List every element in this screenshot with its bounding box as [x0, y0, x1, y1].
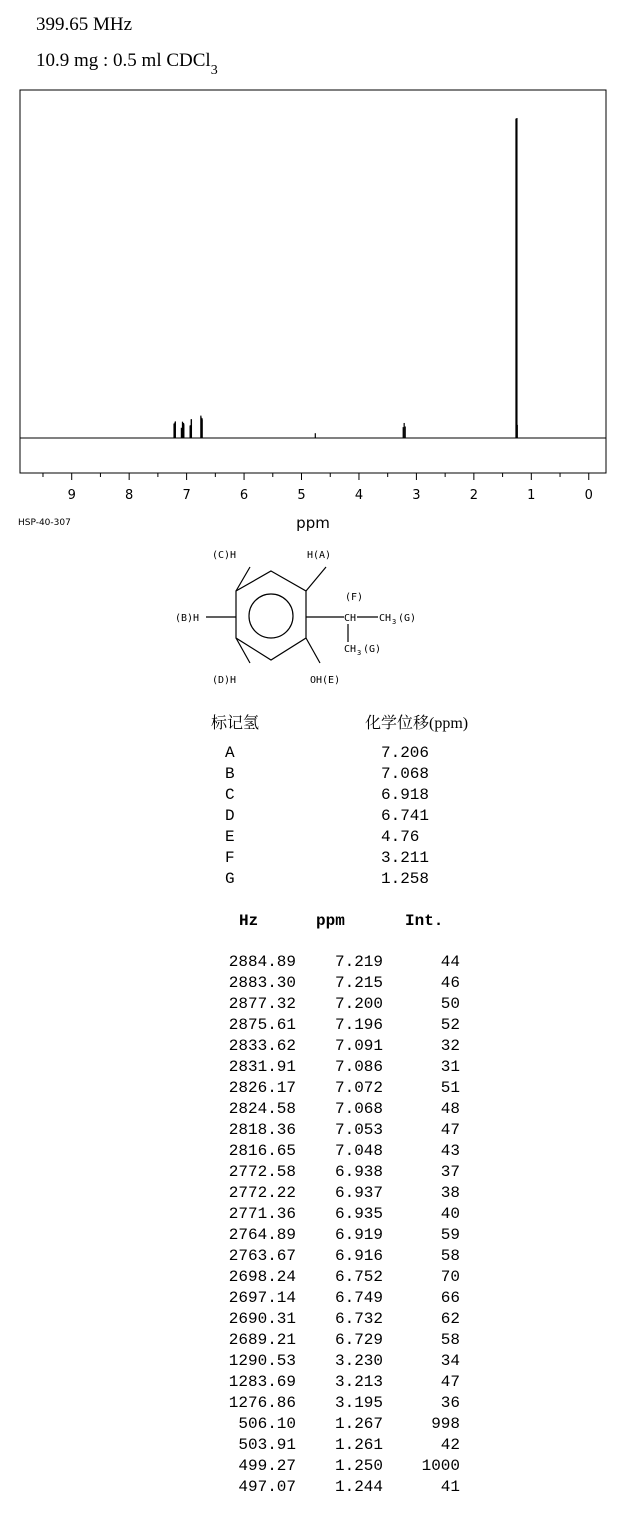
peak-hz: 2884.89 — [228, 953, 296, 971]
peak-header-int: Int. — [405, 912, 444, 930]
label-a-h: H(A) — [307, 550, 332, 561]
peak-int: 998 — [431, 1415, 460, 1433]
assignment-header-label: 标记氢 — [211, 715, 260, 732]
x-tick-label: 1 — [527, 488, 536, 503]
peak-ppm: 6.749 — [334, 1289, 383, 1307]
assignment-label: B — [225, 765, 235, 783]
molecule-structure — [0, 0, 626, 700]
peak-int: 41 — [440, 1478, 460, 1496]
peak-row — [0, 1268, 626, 1289]
sample-text: 10.9 mg : 0.5 ml CDCl — [36, 50, 211, 71]
aromatic-circle — [249, 594, 293, 638]
peak-row — [0, 1205, 626, 1226]
peak-hz: 2826.17 — [228, 1079, 296, 1097]
peak-ppm: 6.916 — [334, 1247, 383, 1265]
peak-row — [0, 974, 626, 995]
x-axis-label: ppm — [296, 514, 330, 532]
x-tick-label: 6 — [239, 488, 249, 503]
x-tick-label: 9 — [67, 488, 76, 503]
assignment-label: G — [225, 870, 235, 888]
assignment-row — [0, 828, 626, 849]
peak-int: 70 — [440, 1268, 460, 1286]
peak-int: 38 — [440, 1184, 460, 1202]
assignment-shift: 6.741 — [381, 807, 430, 825]
peak-ppm: 6.919 — [334, 1226, 383, 1244]
peak-ppm: 6.937 — [334, 1184, 383, 1202]
peak-ppm: 3.213 — [334, 1373, 383, 1391]
peak-int: 40 — [440, 1205, 460, 1223]
peak-ppm: 6.729 — [334, 1331, 383, 1349]
peak-hz: 2764.89 — [228, 1226, 296, 1244]
peak-int: 42 — [440, 1436, 460, 1454]
peak-hz: 2698.24 — [228, 1268, 296, 1286]
peak-hz: 2689.21 — [228, 1331, 296, 1349]
assignment-row — [0, 786, 626, 807]
peak-hz: 2833.62 — [228, 1037, 296, 1055]
assignment-shift: 3.211 — [381, 849, 430, 867]
peak-row — [0, 1163, 626, 1184]
label-b-h: (B)H — [175, 613, 200, 624]
peak-int: 59 — [440, 1226, 460, 1244]
peak-row — [0, 1415, 626, 1436]
peak-int: 44 — [440, 953, 460, 971]
peak-row — [0, 1058, 626, 1079]
assignment-row — [0, 765, 626, 786]
assignment-label: C — [225, 786, 235, 804]
peak-ppm: 6.935 — [334, 1205, 383, 1223]
peak-ppm: 7.196 — [334, 1016, 383, 1034]
peak-row — [0, 1352, 626, 1373]
x-tick-label: 8 — [125, 488, 134, 503]
x-tick-label: 2 — [469, 488, 479, 503]
peak-ppm: 7.086 — [334, 1058, 383, 1076]
assignment-row — [0, 744, 626, 765]
assignment-row — [0, 807, 626, 828]
peak-ppm: 1.250 — [334, 1457, 383, 1475]
assignment-label: E — [225, 828, 235, 846]
x-tick-label: 4 — [354, 488, 364, 503]
assignment-shift: 1.258 — [381, 870, 430, 888]
assignment-label: F — [225, 849, 235, 867]
peak-ppm: 6.752 — [334, 1268, 383, 1286]
peak-header-hz: Hz — [239, 912, 259, 930]
peak-row — [0, 1121, 626, 1142]
peak-hz: 2697.14 — [228, 1289, 296, 1307]
peak-hz: 2690.31 — [228, 1310, 296, 1328]
peak-row — [0, 1373, 626, 1394]
peak-hz: 506.10 — [238, 1415, 296, 1433]
peak-hz: 1276.86 — [228, 1394, 296, 1412]
label-ch3-right-sub: 3 — [392, 618, 397, 626]
peak-row — [0, 953, 626, 974]
peak-int: 47 — [440, 1121, 460, 1139]
peak-hz: 2816.65 — [228, 1142, 296, 1160]
peak-ppm: 6.938 — [334, 1163, 383, 1181]
peak-hz: 2883.30 — [228, 974, 296, 992]
peak-int: 36 — [440, 1394, 460, 1412]
peak-row — [0, 995, 626, 1016]
x-tick-label: 3 — [412, 488, 421, 503]
assignment-table — [0, 744, 626, 891]
peak-header-ppm: ppm — [316, 912, 345, 930]
peak-row — [0, 1226, 626, 1247]
peak-ppm: 6.732 — [334, 1310, 383, 1328]
peak-hz: 503.91 — [238, 1436, 296, 1454]
assignment-shift: 7.068 — [381, 765, 430, 783]
peak-hz: 2831.91 — [228, 1058, 296, 1076]
peak-int: 48 — [440, 1100, 460, 1118]
peak-hz: 2772.22 — [228, 1184, 296, 1202]
peak-int: 58 — [440, 1331, 460, 1349]
peak-int: 66 — [440, 1289, 460, 1307]
label-f: (F) — [345, 592, 364, 603]
peak-row — [0, 1142, 626, 1163]
x-tick-label: 5 — [297, 488, 306, 503]
peak-row — [0, 1184, 626, 1205]
peak-ppm: 7.200 — [334, 995, 383, 1013]
peak-int: 51 — [440, 1079, 460, 1097]
peak-ppm: 3.195 — [334, 1394, 383, 1412]
peak-hz: 2772.58 — [228, 1163, 296, 1181]
label-ch3-right: CH — [379, 613, 392, 624]
peak-hz: 2818.36 — [228, 1121, 296, 1139]
peak-ppm: 1.267 — [334, 1415, 383, 1433]
peak-ppm: 7.091 — [334, 1037, 383, 1055]
peak-hz: 1283.69 — [228, 1373, 296, 1391]
label-ch: CH — [344, 613, 357, 624]
label-oh-e: OH(E) — [310, 675, 341, 686]
spectrum-code: HSP-40-307 — [18, 518, 71, 528]
peak-int: 43 — [440, 1142, 460, 1160]
assignment-shift: 6.918 — [381, 786, 430, 804]
peak-hz: 2875.61 — [228, 1016, 296, 1034]
label-ch3-down: CH — [344, 644, 357, 655]
peak-row — [0, 1079, 626, 1100]
benzene-ring — [236, 571, 306, 660]
peak-int: 47 — [440, 1373, 460, 1391]
peak-ppm: 1.244 — [334, 1478, 383, 1496]
peak-ppm: 7.068 — [334, 1100, 383, 1118]
x-tick-label: 0 — [584, 488, 593, 503]
peak-ppm: 7.053 — [334, 1121, 383, 1139]
peak-int: 50 — [440, 995, 460, 1013]
peak-hz: 497.07 — [238, 1478, 296, 1496]
peak-ppm: 1.261 — [334, 1436, 383, 1454]
peak-hz: 2877.32 — [228, 995, 296, 1013]
peak-row — [0, 1436, 626, 1457]
peak-int: 62 — [440, 1310, 460, 1328]
peak-ppm: 7.215 — [334, 974, 383, 992]
peak-row — [0, 1037, 626, 1058]
peak-row — [0, 1478, 626, 1499]
label-ch3-down-sub: 3 — [357, 649, 362, 657]
peak-hz: 2771.36 — [228, 1205, 296, 1223]
peak-int: 32 — [440, 1037, 460, 1055]
peak-int: 1000 — [421, 1457, 460, 1475]
peak-row — [0, 1247, 626, 1268]
assignment-header-shift: 化学位移(ppm) — [365, 715, 469, 732]
peak-hz: 2763.67 — [228, 1247, 296, 1265]
sample-subscript: 3 — [210, 63, 218, 78]
peak-int: 58 — [440, 1247, 460, 1265]
peak-ppm: 7.072 — [334, 1079, 383, 1097]
peak-row — [0, 1457, 626, 1478]
label-d-h: (D)H — [212, 675, 237, 686]
peak-int: 34 — [440, 1352, 460, 1370]
peak-row — [0, 1016, 626, 1037]
peak-table — [0, 953, 626, 1499]
peak-int: 46 — [440, 974, 460, 992]
peak-row — [0, 1310, 626, 1331]
peak-row — [0, 1289, 626, 1310]
peak-hz: 1290.53 — [228, 1352, 296, 1370]
assignment-row — [0, 870, 626, 891]
assignment-label: A — [225, 744, 235, 762]
peak-row — [0, 1331, 626, 1352]
assignment-row — [0, 849, 626, 870]
label-c-h: (C)H — [212, 550, 237, 561]
peak-int: 31 — [440, 1058, 460, 1076]
label-ch3-right-tag: (G) — [398, 613, 417, 624]
peak-row — [0, 1100, 626, 1121]
assignment-shift: 4.76 — [381, 828, 420, 846]
peak-int: 37 — [440, 1163, 460, 1181]
peak-int: 52 — [440, 1016, 460, 1034]
peak-ppm: 7.219 — [334, 953, 383, 971]
x-tick-label: 7 — [182, 488, 191, 503]
spectrometer-frequency: 399.65 MHz — [36, 14, 133, 35]
assignment-shift: 7.206 — [381, 744, 430, 762]
peak-hz: 499.27 — [238, 1457, 296, 1475]
assignment-label: D — [225, 807, 235, 825]
peak-ppm: 7.048 — [334, 1142, 383, 1160]
label-ch3-down-tag: (G) — [363, 644, 382, 655]
peak-row — [0, 1394, 626, 1415]
peak-ppm: 3.230 — [334, 1352, 383, 1370]
peak-hz: 2824.58 — [228, 1100, 296, 1118]
